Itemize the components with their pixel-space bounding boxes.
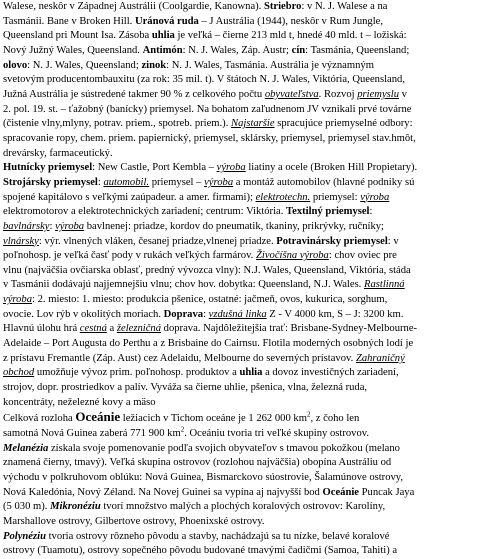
text-line: ovocie. Lov rýb v okolitých moriach. Doprava: vzdušná linka Z - V 4000 km, S – J: 3200 km. [3, 308, 404, 320]
text-line: (čistenie vlny,mlyny, potrav. priem., spotreb. priem.). Najstaršie spracujúce priemyselné odbory: [3, 118, 413, 130]
text-line: Melanézia získala svoje pomenovanie podľa svojich obyvateľov s tmavou pokožkou (melano [3, 442, 400, 454]
paragraph-industry [3, 161, 475, 410]
text-line: výroba: 2. miesto: 1. miesto: produkcia pšenice, ostatné: jačmeň, ovos, kukurica, sorghum, [3, 294, 388, 306]
text-line: Strojársky priemysel: automobil. priemysel – výroba a montáž automobilov (hlavné podniky sú [3, 176, 415, 188]
text-line: východu v polkruhovom oblúku: Nová Guinea, Bismarckovo súostrovie, Šalamúnove ostrovy, [3, 472, 404, 483]
text-line: vlnu (najväčšia ovčiarska oblasť, predný vývozca vlny): N.J. Wales, Queensland, Viktória, stáda [3, 264, 411, 276]
text-line: Hutnícky priemysel: New Castle, Port Kembla – výroba liatiny a ocele (Broken Hill Propietary). [3, 162, 418, 174]
text-line: olovo: N. J. Wales, Queensland; zinok: N. J. Wales, Tasmánia. Austrália je významným [3, 59, 374, 71]
text-line: Tasmánii. Bane v Broken Hill. Uránová ruda – J Austrália (1944), neskôr v Rum Jungle, [3, 15, 384, 27]
text-line: (5 030 m). Mikronéziu tvorí množstvo malých a plochých koralových ostrovov: Karolíny, [3, 501, 386, 513]
text-line: Celková rozloha Oceánie ležiacich v Tichom oceáne je 1 262 000 $km^2$, z čoho len [3, 409, 360, 425]
paragraph-oceania [3, 410, 475, 529]
text-line: spracovanie ropy, chem. priem. papiernický, priemysel, sklársky, priemysel, priemysel stav.hmôt, [3, 132, 416, 144]
text-line: obchod umožňuje vývoz prim. poľnohosp. produktov a uhlia a dovoz investičných zariadení, [3, 367, 399, 379]
text-line: Queensland pri Mount Isa. Zásoba uhlia je veľká – čierne 213 mld t, hnedé 40 mld. t – ložiská: [3, 30, 407, 42]
text-line: koncentráty, neželezné kovy a mäso [3, 396, 156, 408]
text-line: Nový Južný Wales, Queensland. Antimón: N. J. Wales, Záp. Austr; cín: Tasmánia, Queensland; [3, 44, 410, 56]
text-line: Adelaide – Port Augusta do Perthu a z Brisbaine do Cairnsu. Flotila moderných osobných lodí je [3, 338, 414, 350]
text-line: drevársky, farmaceutický. [3, 147, 113, 159]
paragraph-polynesia [3, 530, 475, 559]
text-line: spojené kapitálovo s veľkými zaúpadeur. a amer. firmami); elektrotechn. priemysel: výroba [3, 191, 390, 203]
text-line: ostrovy (Tuamotu), ostrovy sopečného pôvodu budované tmavými čadičmi (Samoa, Tahiti) a [3, 545, 398, 557]
text-line: svetovým producentombauxitu (za rok: 35 mil. t). V štátoch N. J. Wales, Viktória, Queensland, [3, 74, 405, 86]
text-line: z prístavu Fremantle (Záp. Aust) cez Adelaidu, Melbourne do severných prístavov. Zahraničný [3, 352, 405, 364]
text-line: Walese, neskôr v Západnej Austrálii (Coolgardie, Kanowna). Striebro: v N. J. Walese a na [3, 1, 388, 12]
text-line: Hlavnú úlohu hrá cestná a železničná doprava. Najdôležitejšia trať: Brisbane-Sydney-Melbourne- [3, 323, 418, 335]
text-line: znamená čierny, tmavý). Veľká skupina ostrovov (rozlohou najväčšia) obopína Austráliu od [3, 457, 392, 469]
text-line: poľnohosp. je veľká časť pody v rukách veľkých farmárov. Živočíšna výroba: chov oviec pre [3, 250, 397, 262]
paragraph-minerals [3, 0, 475, 161]
text-line: Nová Kaledónia, Nový Zéland. Na Novej Guinei sa vypína aj najvyšší bod Oceánie Puncak Jaya [3, 486, 415, 498]
text-line: Južná Austrália je sústredené takmer 90 % z celkového počtu obyvateľstva. Rozvoj priemyslu v [3, 88, 407, 100]
text-line: Polynéziu tvoria ostrovy rôzneho pôvodu a stavby, nachádzajú sa tu nízke, belavé koralové [3, 530, 390, 542]
text-line: Marshallove ostrovy, Gilbertove ostrovy, Phoenixské ostrovy. [3, 515, 265, 527]
text-line: samotná Nová Guinea zaberá 771 900 $km^2$. Oceániu tvoria tri veľké skupiny ostrovov. [3, 425, 370, 440]
text-line: elektromotorov a elektrotechnických zariadení; centrum: Viktória. Textilný priemysel: [3, 206, 373, 218]
text-line: vlnársky: výr. vlnených vláken, česanej priadze,vlnenej priadze. Potravinársky priemysel: v [3, 235, 399, 247]
text-line: 2. pol. 19. st. – ťažobný (banícky) priemysel. Na bohatom zaľudnenom JV vznikali prvé továrne [3, 103, 412, 115]
text-line: bavlnársky: výroba bavlnenej: priadze, kordov do pneumatik, tkaniny, prikrývky, ručníky; [3, 220, 384, 232]
text-line: strojov, dopr. prostriedkov a palív. Vyváža sa čierne uhlie, pšenica, vlna, železná ruda, [3, 382, 368, 394]
text-line: v Tasmánii dodávajú najjemnejšiu vlnu; chov hov. dobytka: Queensland, N.J. Wales. Rastlinná [3, 279, 405, 291]
